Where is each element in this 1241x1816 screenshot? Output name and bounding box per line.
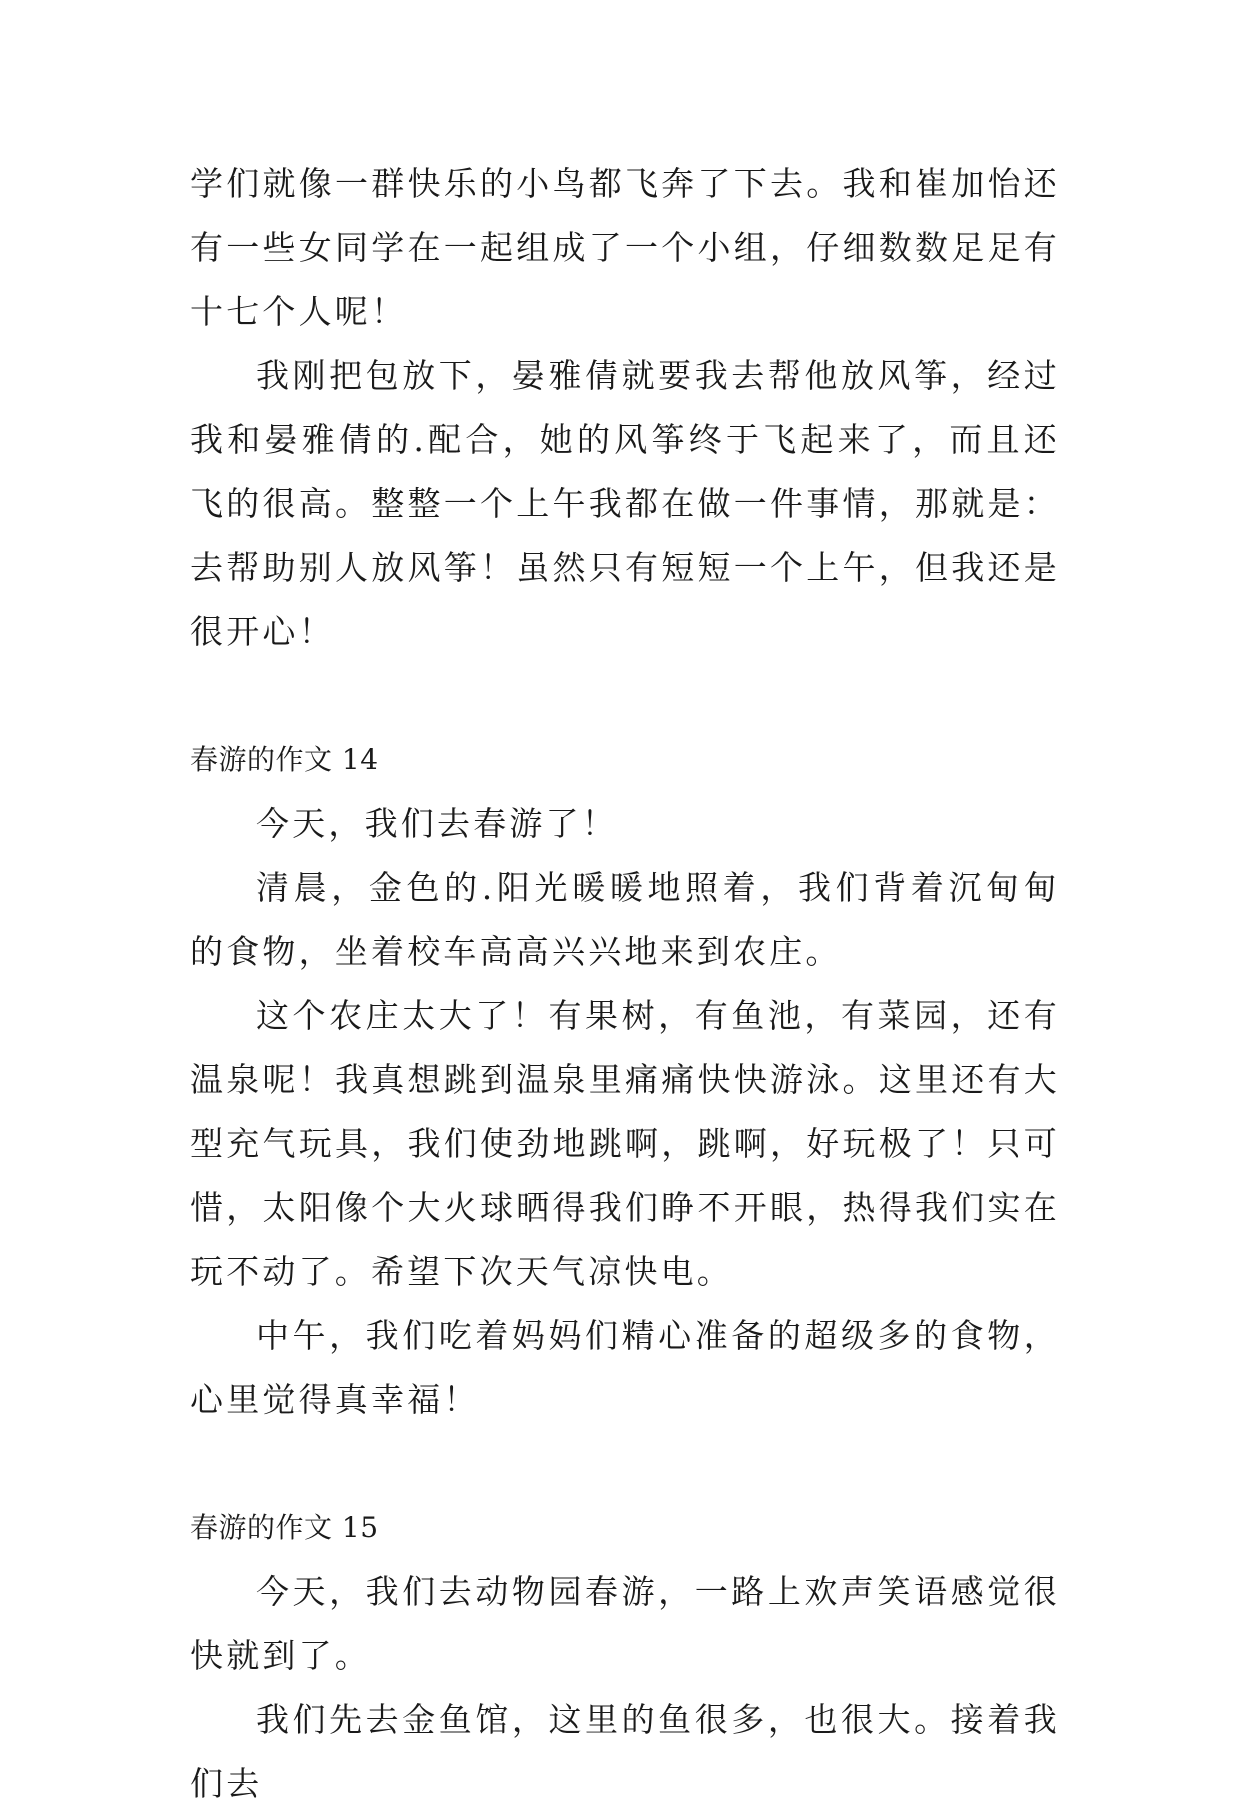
section-gap: [190, 1432, 1060, 1496]
essay-title: 春游的作文 15: [190, 1511, 379, 1544]
paragraph: 今天，我们去动物园春游，一路上欢声笑语感觉很快就到了。: [190, 1572, 1060, 1675]
paragraph: 今天，我们去春游了！: [256, 804, 618, 843]
paragraph: 中午，我们吃着妈妈们精心准备的超级多的食物，心里觉得真幸福！: [190, 1316, 1060, 1419]
essay-title: 春游的作文 14: [190, 743, 379, 776]
paragraph: 这个农庄太大了！有果树，有鱼池，有菜园，还有温泉呢！我真想跳到温泉里痛痛快快游泳。这里还有大型充气玩具，我们使劲地跳啊，跳啊，好玩极了！只可惜，太阳像个大火球晒得我们睁不开眼，热得我们实在玩不动了。希望下次天气凉快电。: [190, 996, 1060, 1291]
paragraph: 清晨，金色的.阳光暖暖地照着，我们背着沉甸甸的食物，坐着校车高高兴兴地来到农庄。: [190, 868, 1060, 971]
paragraph: 我刚把包放下，晏雅倩就要我去帮他放风筝，经过我和晏雅倩的.配合，她的风筝终于飞起来了，而且还飞的很高。整整一个上午我都在做一件事情，那就是：去帮助别人放风筝！虽然只有短短一个上午，但我还是很开心！: [190, 356, 1060, 651]
paragraph: 学们就像一群快乐的小鸟都飞奔了下去。我和崔加怡还有一些女同学在一起组成了一个小组，仔细数数足足有十七个人呢！: [190, 164, 1060, 331]
paragraph: 我们先去金鱼馆，这里的鱼很多，也很大。接着我们去: [190, 1700, 1060, 1803]
section-gap: [190, 664, 1060, 728]
document-page: [190, 152, 1060, 1816]
